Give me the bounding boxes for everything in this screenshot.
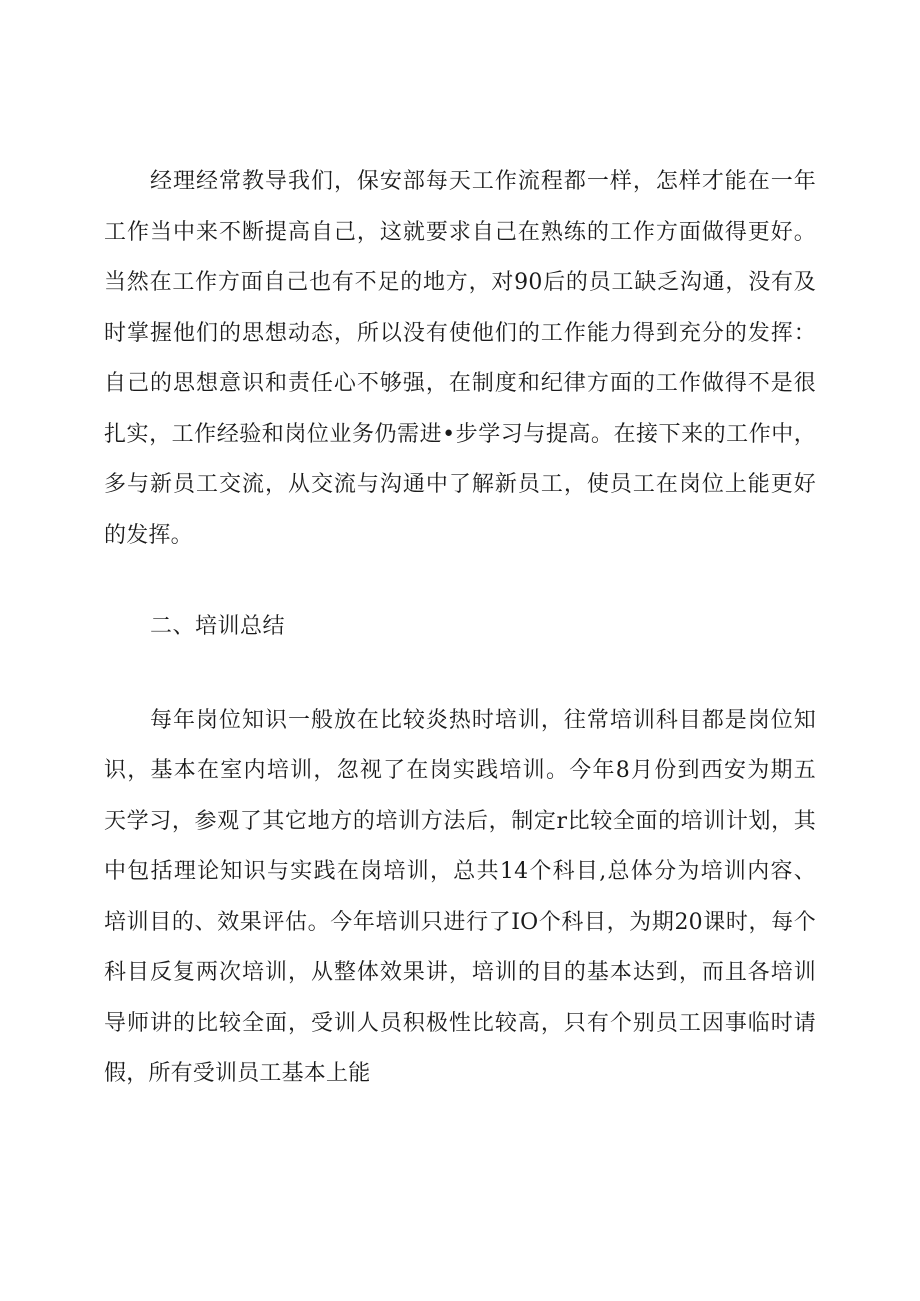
paragraph-1-line-1: 经理经常教导我们，保安部每天工作流程都一样，怎样才能在一年: [150, 169, 816, 194]
paragraph-1-line-4: 时掌握他们的思想动态，所以没有使他们的工作能力得到充分的发挥：: [104, 321, 816, 346]
paragraph-1-line-5: 自己的思想意识和责任心不够强，在制度和纪律方面的工作做得不是很: [104, 371, 816, 396]
paragraph-2-line-3: 天学习，参观了其它地方的培训方法后，制定r比较全面的培训计划，其: [104, 809, 816, 834]
paragraph-1-line-6: 扎实，工作经验和岗位业务仍需进•步学习与提高。在接下来的工作中，: [104, 422, 816, 447]
paragraph-2-line-1: 每年岗位知识一般放在比较炎热时培训，往常培训科目都是岗位知: [150, 708, 816, 733]
paragraph-1-line-7: 多与新员工交流，从交流与沟通中了解新员工，使员工在岗位上能更好: [104, 472, 816, 497]
paragraph-1-line-3: 当然在工作方面自己也有不足的地方，对90后的员工缺乏沟通，没有及: [104, 270, 816, 295]
paragraph-2-line-7: 导师讲的比较全面，受训人员积极性比较高，只有个别员工因事临时请: [104, 1011, 816, 1036]
paragraph-2-line-8: 假，所有受训员工基本上能: [104, 1061, 371, 1086]
paragraph-2-line-4: 中包括理论知识与实践在岗培训，总共14个科目,总体分为培训内容、: [104, 859, 816, 884]
paragraph-1-line-8: 的发挥。: [104, 523, 193, 548]
paragraph-2-line-5: 培训目的、效果评估。今年培训只进行了IO个科目，为期20课时，每个: [104, 910, 816, 935]
paragraph-2-line-6: 科目反复两次培训，从整体效果讲，培训的目的基本达到，而且各培训: [104, 960, 816, 985]
section-heading: 二、培训总结: [150, 614, 286, 639]
paragraph-2-line-2: 识，基本在室内培训，忽视了在岗实践培训。今年8月份到西安为期五: [104, 758, 816, 783]
paragraph-1-line-2: 工作当中来不断提高自己，这就要求自己在熟练的工作方面做得更好。: [104, 220, 816, 245]
